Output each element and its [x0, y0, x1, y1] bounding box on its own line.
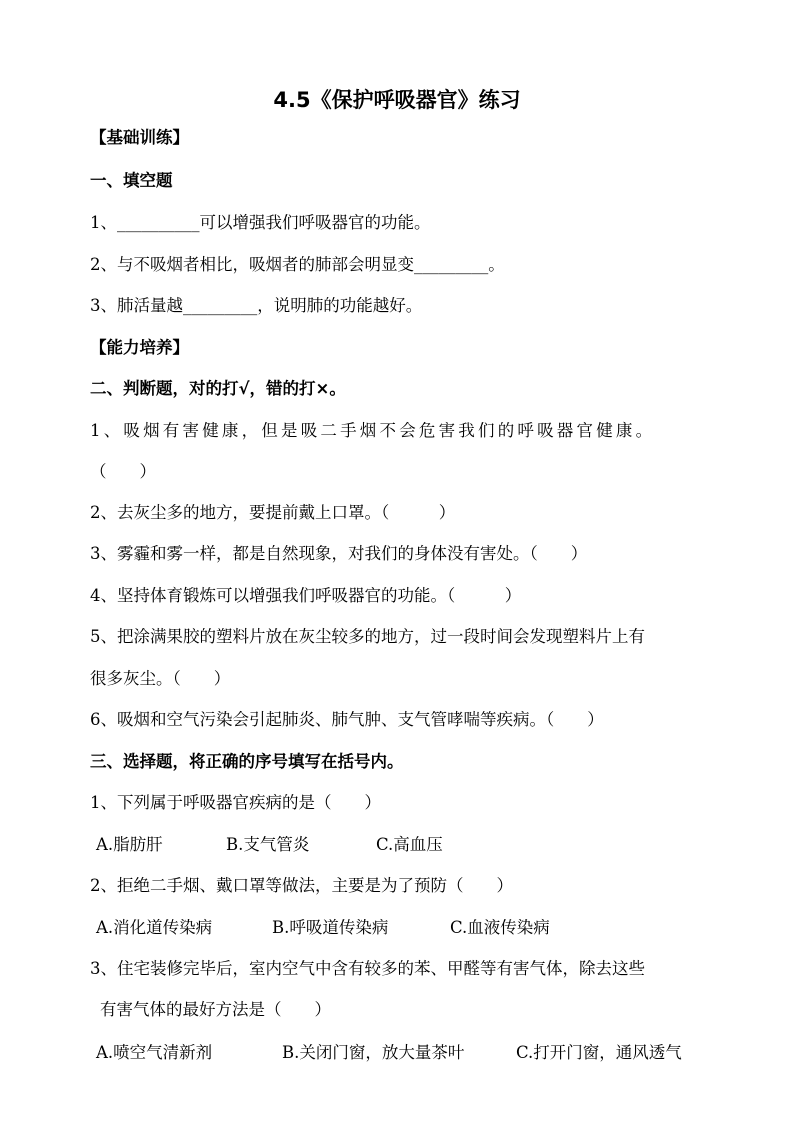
fill-blank-q1: 1、__________可以增强我们呼吸器官的功能。	[90, 213, 431, 232]
true-false-q6: 6、吸烟和空气污染会引起肺炎、肺气肿、支气管哮喘等疾病。（ ）	[90, 710, 604, 729]
true-false-q1: 1、吸烟有害健康，但是吸二手烟不会危害我们的呼吸器官健康。	[90, 421, 656, 440]
multiple-choice-q2: 2、拒绝二手烟、戴口罩等做法，主要是为了预防（ ）	[90, 876, 513, 895]
multiple-choice-q3-options	[96, 1042, 682, 1064]
multiple-choice-heading: 三、选择题，将正确的序号填写在括号内。	[90, 752, 404, 771]
true-false-q3: 3、雾霾和雾一样，都是自然现象，对我们的身体没有害处。（ ）	[90, 544, 588, 563]
option-a: A.喷空气清新剂	[96, 1043, 213, 1062]
multiple-choice-q1-options	[96, 834, 443, 856]
true-false-q2: 2、去灰尘多的地方，要提前戴上口罩。（ ）	[90, 503, 456, 522]
true-false-q1-bracket: （ ）	[90, 462, 156, 481]
option-b: B.关闭门窗，放大量茶叶	[282, 1043, 465, 1062]
section-ability-training: 【能力培养】	[90, 338, 189, 357]
section-basic-training: 【基础训练】	[90, 128, 189, 147]
true-false-q5-cont: 很多灰尘。（ ）	[90, 669, 231, 688]
multiple-choice-q1: 1、下列属于呼吸器官疾病的是（ ）	[90, 793, 381, 812]
option-a: A.消化道传染病	[96, 918, 213, 937]
multiple-choice-q3-cont: 有害气体的最好方法是（ ）	[100, 1000, 331, 1019]
option-b: B.支气管炎	[226, 835, 310, 854]
multiple-choice-q3: 3、住宅装修完毕后，室内空气中含有较多的苯、甲醛等有害气体，除去这些	[90, 959, 645, 978]
option-c: C.打开门窗，通风透气	[516, 1043, 682, 1062]
option-c: C.血液传染病	[450, 918, 550, 937]
option-b: B.呼吸道传染病	[272, 918, 389, 937]
true-false-heading: 二、判断题，对的打√，错的打×。	[90, 379, 346, 398]
option-a: A.脂肪肝	[96, 835, 163, 854]
option-c: C.高血压	[376, 835, 443, 854]
fill-blank-q2: 2、与不吸烟者相比，吸烟者的肺部会明显变_________。	[90, 255, 505, 274]
multiple-choice-q2-options	[96, 917, 550, 939]
true-false-q4: 4、坚持体育锻炼可以增强我们呼吸器官的功能。（ ）	[90, 586, 522, 605]
true-false-q5: 5、把涂满果胶的塑料片放在灰尘较多的地方，过一段时间会发现塑料片上有	[90, 627, 645, 646]
fill-blank-q3: 3、肺活量越_________，说明肺的功能越好。	[90, 296, 423, 315]
page-title: 4.5《保护呼吸器官》练习	[273, 88, 521, 112]
fill-blank-heading: 一、填空题	[90, 171, 173, 190]
